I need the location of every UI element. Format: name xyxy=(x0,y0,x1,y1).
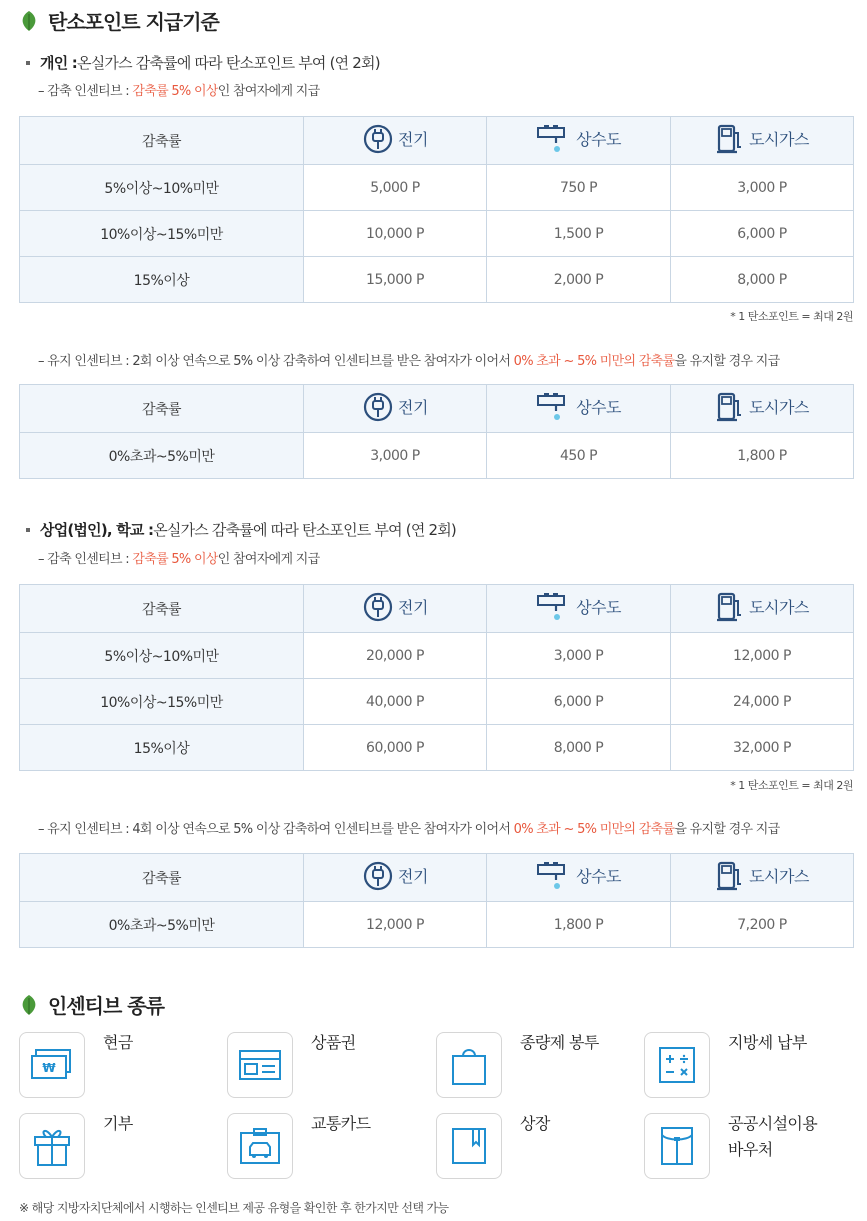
electric-plug-icon xyxy=(362,123,394,155)
svg-text:₩: ₩ xyxy=(42,1061,56,1075)
cell-electricity: 15,000 P xyxy=(304,257,487,303)
water-tap-icon xyxy=(536,592,572,622)
incentive-card-award xyxy=(436,1113,502,1179)
cell-reduction-rate: 0%초과~5%미만 xyxy=(20,902,304,948)
cell-reduction-rate: 5%이상~10%미만 xyxy=(20,165,304,211)
gift-certificate-icon xyxy=(238,1048,282,1082)
incentive-card-gift-certificate xyxy=(227,1032,293,1098)
table-business-reduction xyxy=(19,584,854,771)
table-row xyxy=(20,211,854,257)
incentive-label-trash-bag: 종량제 봉투 xyxy=(520,1033,599,1052)
table-row xyxy=(20,633,854,679)
incentive-card-donation xyxy=(19,1113,85,1179)
bullet-business: 상업(법인), 학교 : 온실가스 감축률에 따라 탄소포인트 부여 (연 2회) xyxy=(26,519,456,540)
gas-meter-icon xyxy=(715,860,745,892)
header-reduction-rate: 감축률 xyxy=(20,854,304,902)
electric-plug-icon xyxy=(362,591,394,623)
note-point-value: * 1 탄소포인트 = 최대 2원 xyxy=(730,310,853,323)
cell-reduction-rate: 5%이상~10%미만 xyxy=(20,633,304,679)
water-tap-icon xyxy=(536,392,572,422)
incentive-label-award: 상장 xyxy=(520,1114,550,1133)
cell-electricity: 12,000 P xyxy=(304,902,487,948)
header-water: 상수도 xyxy=(487,854,671,902)
header-city-gas: 도시가스 xyxy=(671,585,854,633)
table-row xyxy=(20,165,854,211)
cell-city-gas: 3,000 P xyxy=(671,165,854,211)
cell-city-gas: 32,000 P xyxy=(671,725,854,771)
footnote: ※ 해당 지방자치단체에서 시행하는 인센티브 제공 유형을 확인한 후 한가지만 선택 가능 xyxy=(19,1201,449,1215)
calculator-icon xyxy=(657,1045,697,1085)
leaf-icon xyxy=(18,994,40,1016)
water-tap-icon xyxy=(536,861,572,891)
cell-electricity: 20,000 P xyxy=(304,633,487,679)
cell-city-gas: 8,000 P xyxy=(671,257,854,303)
note-point-value-business: * 1 탄소포인트 = 최대 2원 xyxy=(730,779,853,792)
table-row xyxy=(20,902,854,948)
incentive-card-public-facility-voucher xyxy=(644,1113,710,1179)
header-electricity: 전기 xyxy=(304,854,487,902)
table-header-row xyxy=(20,385,854,433)
table-row xyxy=(20,433,854,479)
header-electricity: 전기 xyxy=(304,117,487,165)
incentive-label-cash: 현금 xyxy=(103,1033,133,1052)
cell-electricity: 10,000 P xyxy=(304,211,487,257)
header-electricity: 전기 xyxy=(304,385,487,433)
table-row xyxy=(20,257,854,303)
incentive-card-cash xyxy=(19,1032,85,1098)
cell-water: 450 P xyxy=(487,433,671,479)
cell-electricity: 3,000 P xyxy=(304,433,487,479)
cell-water: 1,500 P xyxy=(487,211,671,257)
cell-reduction-rate: 15%이상 xyxy=(20,725,304,771)
gas-meter-icon xyxy=(715,391,745,423)
cell-reduction-rate: 10%이상~15%미만 xyxy=(20,211,304,257)
header-water: 상수도 xyxy=(487,385,671,433)
header-water: 상수도 xyxy=(487,585,671,633)
sub-reduction-incentive-business: – 감축 인센티브 : 감축률 5% 이상인 참여자에게 지급 xyxy=(38,552,320,567)
header-electricity: 전기 xyxy=(304,585,487,633)
incentive-card-transit-card xyxy=(227,1113,293,1179)
cell-water: 750 P xyxy=(487,165,671,211)
voucher-envelope-icon xyxy=(657,1125,697,1167)
sub-maintenance-incentive-business: – 유지 인센티브 : 4회 이상 연속으로 5% 이상 감축하여 인센티브를 받은 참여자가 이어서 0% 초과 ~ 5% 미만의 감축률을 유지할 경우 지급 xyxy=(38,822,780,837)
cell-city-gas: 1,800 P xyxy=(671,433,854,479)
cell-water: 6,000 P xyxy=(487,679,671,725)
bullet-personal: 개인 : 온실가스 감축률에 따라 탄소포인트 부여 (연 2회) xyxy=(26,52,380,73)
table-header-row xyxy=(20,117,854,165)
electric-plug-icon xyxy=(362,391,394,423)
transit-card-icon xyxy=(238,1127,282,1165)
header-city-gas: 도시가스 xyxy=(671,854,854,902)
cell-reduction-rate: 0%초과~5%미만 xyxy=(20,433,304,479)
header-water: 상수도 xyxy=(487,117,671,165)
header-reduction-rate: 감축률 xyxy=(20,585,304,633)
cell-electricity: 60,000 P xyxy=(304,725,487,771)
table-header-row xyxy=(20,585,854,633)
cell-reduction-rate: 15%이상 xyxy=(20,257,304,303)
table-business-maintenance xyxy=(19,853,854,948)
header-city-gas: 도시가스 xyxy=(671,385,854,433)
incentive-label-local-tax: 지방세 납부 xyxy=(728,1033,807,1052)
water-tap-icon xyxy=(536,124,572,154)
table-personal-reduction xyxy=(19,116,854,303)
sub-reduction-incentive-personal: – 감축 인센티브 : 감축률 5% 이상인 참여자에게 지급 xyxy=(38,84,320,99)
cell-reduction-rate: 10%이상~15%미만 xyxy=(20,679,304,725)
cell-city-gas: 24,000 P xyxy=(671,679,854,725)
header-reduction-rate: 감축률 xyxy=(20,117,304,165)
header-city-gas: 도시가스 xyxy=(671,117,854,165)
section-title-point-criteria: 탄소포인트 지급기준 xyxy=(18,6,219,35)
cell-water: 2,000 P xyxy=(487,257,671,303)
table-personal-maintenance xyxy=(19,384,854,479)
gift-box-icon xyxy=(32,1125,72,1167)
incentive-label-gift-certificate: 상품권 xyxy=(311,1033,356,1052)
cash-icon xyxy=(30,1048,74,1082)
cell-water: 8,000 P xyxy=(487,725,671,771)
cell-city-gas: 7,200 P xyxy=(671,902,854,948)
incentive-label-donation: 기부 xyxy=(103,1114,133,1133)
certificate-book-icon xyxy=(449,1126,489,1166)
incentive-label-public-facility-voucher: 공공시설이용 바우처 xyxy=(728,1114,818,1159)
sub-maintenance-incentive-personal: – 유지 인센티브 : 2회 이상 연속으로 5% 이상 감축하여 인센티브를 받은 참여자가 이어서 0% 초과 ~ 5% 미만의 감축률을 유지할 경우 지급 xyxy=(38,354,780,369)
cell-city-gas: 6,000 P xyxy=(671,211,854,257)
cell-electricity: 40,000 P xyxy=(304,679,487,725)
cell-water: 1,800 P xyxy=(487,902,671,948)
table-row xyxy=(20,679,854,725)
leaf-icon xyxy=(18,10,40,32)
table-header-row xyxy=(20,854,854,902)
trash-bag-icon xyxy=(449,1044,489,1086)
gas-meter-icon xyxy=(715,591,745,623)
gas-meter-icon xyxy=(715,123,745,155)
cell-city-gas: 12,000 P xyxy=(671,633,854,679)
incentive-label-transit-card: 교통카드 xyxy=(311,1114,371,1133)
header-reduction-rate: 감축률 xyxy=(20,385,304,433)
table-row xyxy=(20,725,854,771)
cell-water: 3,000 P xyxy=(487,633,671,679)
cell-electricity: 5,000 P xyxy=(304,165,487,211)
incentive-card-trash-bag xyxy=(436,1032,502,1098)
section-title-incentive-types: 인센티브 종류 xyxy=(18,990,164,1019)
electric-plug-icon xyxy=(362,860,394,892)
incentive-card-local-tax xyxy=(644,1032,710,1098)
